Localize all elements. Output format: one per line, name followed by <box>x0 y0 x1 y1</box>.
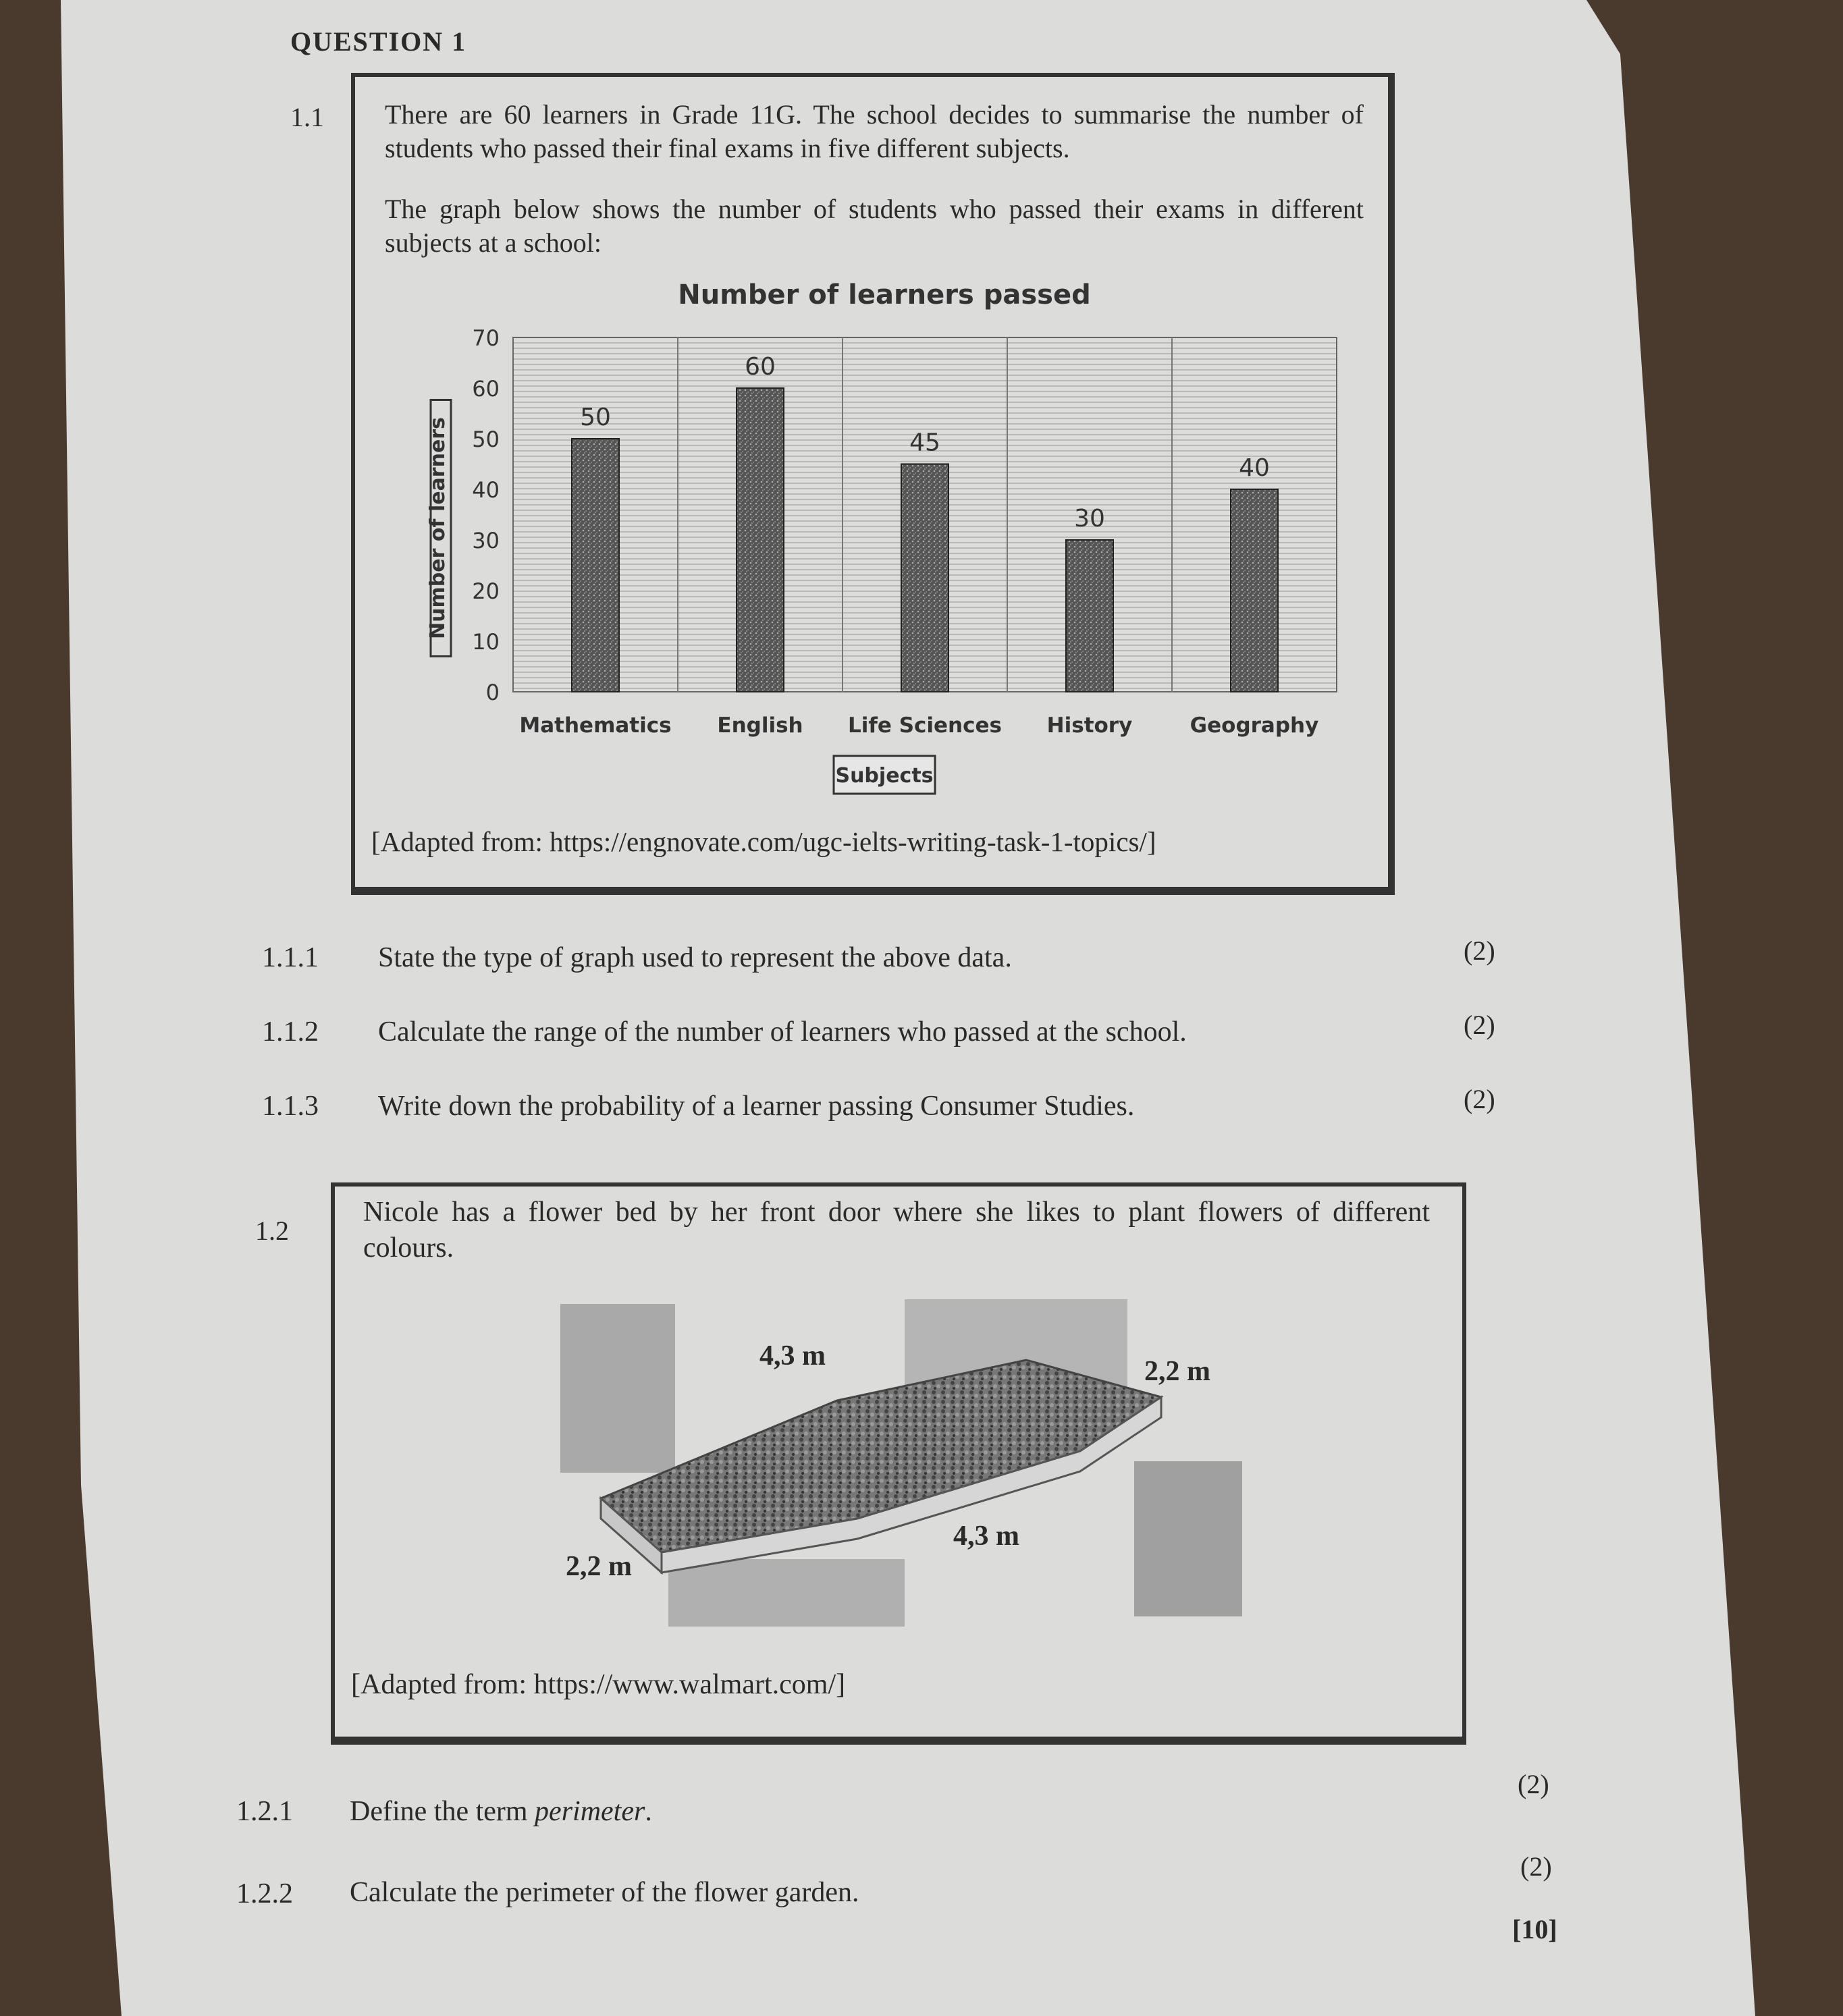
marks-1-2-1: (2) <box>1518 1769 1549 1799</box>
subquestion-number-1-2-2: 1.2.2 <box>236 1878 293 1909</box>
y-tick-label: 60 <box>472 376 500 402</box>
bar-chart <box>398 270 1357 796</box>
question-1-2-intro: Nicole has a flower bed by her front door where she likes to plant flowers of different colours. <box>363 1197 1430 1263</box>
subquestion-text-1-2-2: Calculate the perimeter of the flower garden. <box>350 1877 859 1908</box>
subquestion-text-1-2-1-end: . <box>645 1796 652 1827</box>
subquestion-number-1-2-1: 1.2.1 <box>236 1796 293 1827</box>
dim-top-label: 4,3 m <box>759 1340 826 1371</box>
x-tick-label: English <box>717 713 803 738</box>
subquestion-marks: (2) <box>1464 1010 1495 1040</box>
subquestion-number: 1.1.2 <box>262 1016 319 1047</box>
front-step <box>668 1559 905 1627</box>
subquestion-text-1-2-1-start: Define the term <box>350 1796 535 1827</box>
data-label: 30 <box>1074 505 1105 533</box>
data-label: 45 <box>909 429 940 457</box>
dim-left-label: 2,2 m <box>566 1551 632 1582</box>
data-label: 60 <box>745 353 776 381</box>
y-tick-label: 50 <box>472 427 500 452</box>
left-window-panel <box>560 1304 675 1473</box>
bar-english <box>737 388 784 692</box>
y-tick-label: 40 <box>472 477 500 503</box>
bar-life-sciences <box>901 464 949 692</box>
subquestion-marks: (2) <box>1464 1084 1495 1114</box>
dim-bottom-label: 4,3 m <box>953 1521 1019 1552</box>
bar-history <box>1066 540 1113 692</box>
y-tick-label: 70 <box>472 325 500 351</box>
y-tick-label: 20 <box>472 578 500 604</box>
term-perimeter: perimeter <box>535 1796 645 1827</box>
question-number-1-1: 1.1 <box>290 102 324 132</box>
flower-bed-source: [Adapted from: https://www.walmart.com/] <box>351 1669 846 1700</box>
subquestion-number: 1.1.3 <box>262 1091 319 1122</box>
y-tick-label: 30 <box>472 528 500 553</box>
question-1-1-intro: There are 60 learners in Grade 11G. The school decides to summarise the number of students who passed their final exams in five different subjects. <box>385 99 1364 163</box>
x-tick-label: Geography <box>1190 713 1319 738</box>
data-label: 40 <box>1239 454 1270 482</box>
subquestion-marks: (2) <box>1464 935 1495 966</box>
bar-mathematics <box>572 439 619 692</box>
subquestion-text: Write down the probability of a learner passing Consumer Studies. <box>378 1091 1135 1122</box>
right-door-panel <box>1134 1461 1242 1616</box>
chart-source: [Adapted from: https://engnovate.com/ugc-ielts-writing-task-1-topics/] <box>371 826 1156 857</box>
dim-right-label: 2,2 m <box>1144 1356 1210 1387</box>
x-tick-label: History <box>1046 713 1133 738</box>
x-axis-label: Subjects <box>835 764 934 788</box>
question-1-1-lead: The graph below shows the number of students who passed their exams in different subjects at a school: <box>385 194 1364 258</box>
x-tick-label: Mathematics <box>519 713 672 738</box>
bar-chart-svg <box>398 270 1357 796</box>
data-label: 50 <box>580 404 611 431</box>
x-tick-label: Life Sciences <box>848 713 1002 738</box>
y-tick-label: 0 <box>485 680 500 705</box>
subquestion-text: Calculate the range of the number of learners who passed at the school. <box>378 1016 1187 1047</box>
flower-bed-illustration <box>554 1296 1249 1633</box>
question-number-1-2: 1.2 <box>255 1216 289 1246</box>
question-heading: QUESTION 1 <box>290 26 467 57</box>
subquestion-text-1-2-1 <box>350 1795 652 1828</box>
flower-bed-svg <box>554 1296 1249 1633</box>
chart-title: Number of learners passed <box>678 279 1091 310</box>
bar-geography <box>1231 489 1278 692</box>
subquestion-text: State the type of graph used to represent the above data. <box>378 942 1012 973</box>
y-tick-label: 10 <box>472 629 500 655</box>
y-axis-label: Number of learners <box>426 417 450 639</box>
marks-1-2-2: (2) <box>1520 1851 1552 1882</box>
total-marks: [10] <box>1512 1914 1557 1944</box>
subquestion-number: 1.1.1 <box>262 942 319 973</box>
